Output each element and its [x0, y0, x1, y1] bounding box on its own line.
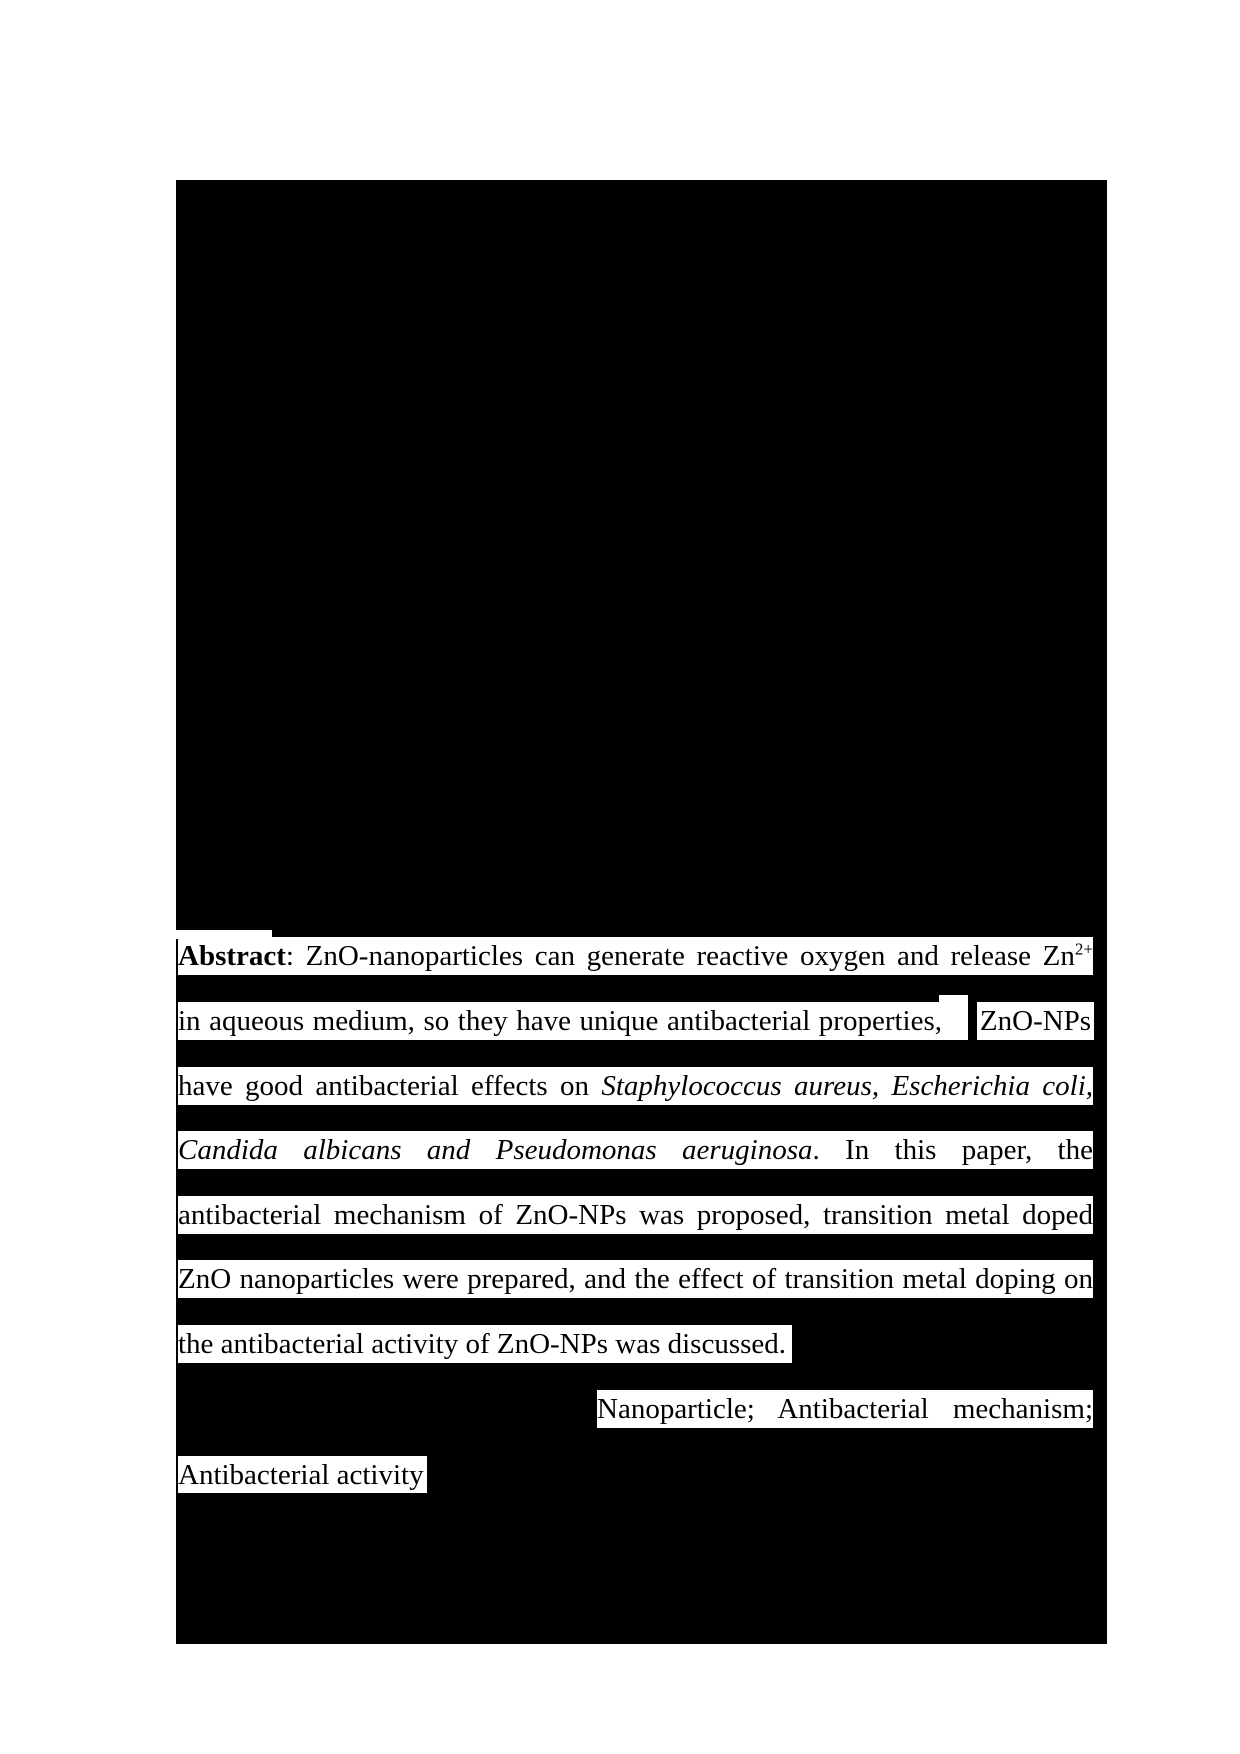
abstract-line-7-text: the antibacterial activity of ZnO-NPs was discussed.: [178, 1328, 787, 1360]
abstract-line-4: [178, 1131, 1093, 1169]
abstract-line-3: [178, 1067, 1093, 1105]
abstract-line-7: [178, 1325, 792, 1363]
keywords-line-1-text: Nanoparticle; Antibacterial mechanism;: [597, 1393, 1093, 1425]
abstract-line-1: [178, 937, 1093, 975]
abstract-line-5: [178, 1196, 1093, 1234]
keywords-line-1: [597, 1390, 1093, 1428]
abstract-line-1-text: : ZnO-nanoparticles can generate reactive oxygen and release Zn: [285, 940, 1075, 972]
species-names-italic: Staphylococcus aureus, Escherichia coli,: [601, 1070, 1093, 1102]
abstract-line-3-text: have good antibacterial effects on: [178, 1070, 602, 1102]
abstract-label: Abstract: [178, 940, 286, 972]
abstract-line-2: [178, 1002, 968, 1040]
abstract-line-2-fragment: [977, 1002, 1094, 1040]
abstract-line-5-text: antibacterial mechanism of ZnO-NPs was proposed, transition metal doped: [178, 1199, 1093, 1231]
superscript-2plus: 2+: [1074, 939, 1093, 959]
zno-nps-fragment: ZnO-NPs: [979, 1005, 1092, 1037]
species-names-italic: Candida albicans and Pseudomonas aeruginosa: [178, 1134, 813, 1166]
keywords-line-2-text: Antibacterial activity: [178, 1459, 424, 1491]
keywords-line-2: [178, 1456, 427, 1493]
abstract-line-6: [178, 1260, 1093, 1298]
abstract-line-4-text: . In this paper, the: [812, 1134, 1093, 1166]
abstract-line-2-text: in aqueous medium, so they have unique antibacterial properties,: [178, 1005, 942, 1037]
abstract-line-6-text: ZnO nanoparticles were prepared, and the effect of transition metal doping on: [178, 1263, 1093, 1295]
